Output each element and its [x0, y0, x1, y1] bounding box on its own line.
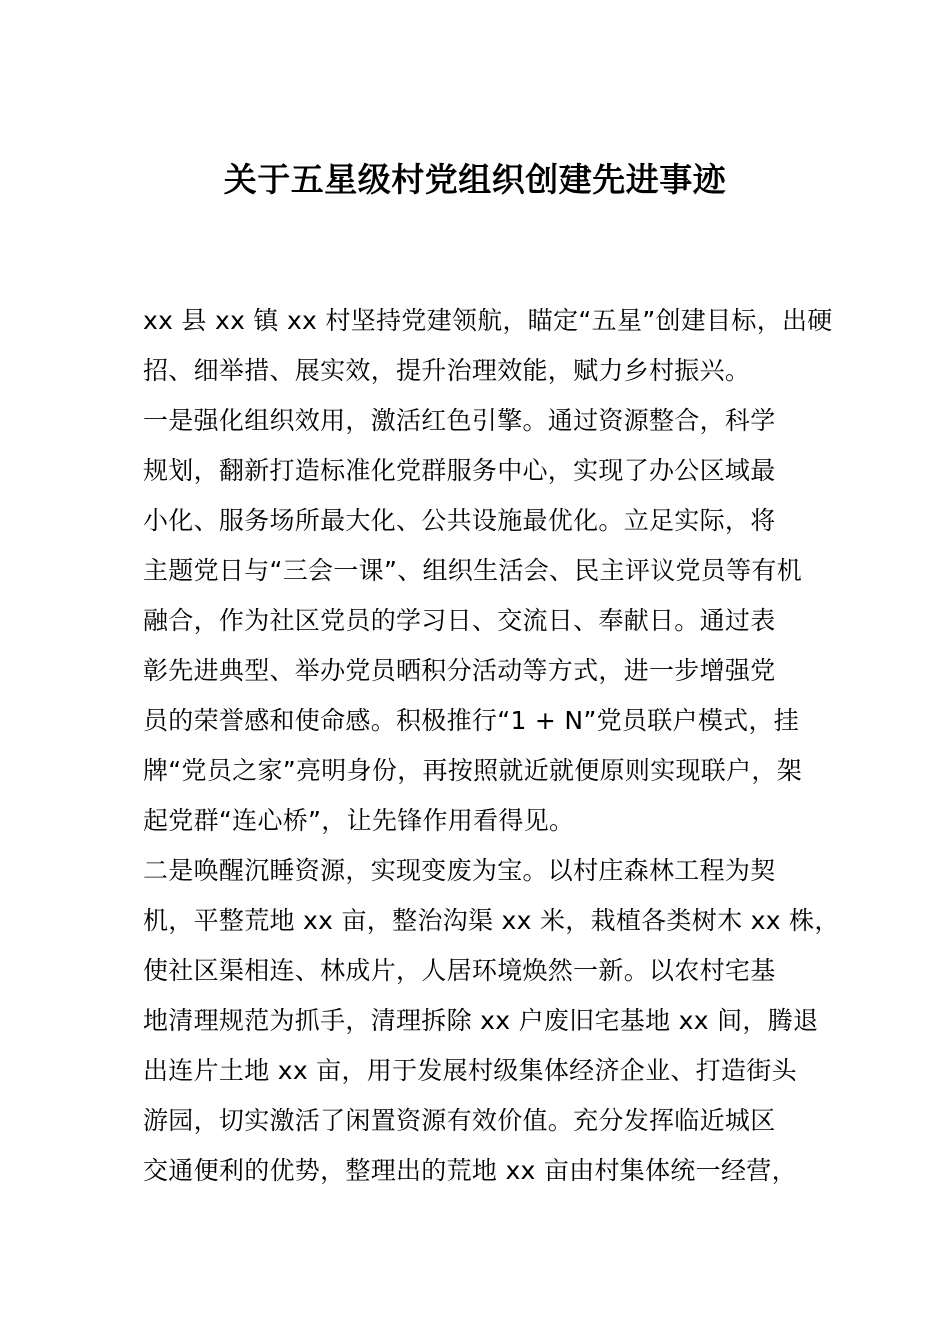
- body-line: 彰先进典型、举办党员晒积分活动等方式，进一步增强党: [143, 656, 776, 685]
- body-line: 员的荣誉感和使命感。积极推行“1 + N”党员联户模式，挂: [143, 706, 800, 735]
- body-line: xx 县 xx 镇 xx 村坚持党建领航，瞄定“五星”创建目标，出硬: [143, 306, 833, 335]
- body-line: 游园，切实激活了闲置资源有效价值。充分发挥临近城区: [143, 1106, 776, 1135]
- body-line: 机，平整荒地 xx 亩，整治沟渠 xx 米，栽植各类树木 xx 株，: [143, 906, 840, 935]
- body-line: 起党群“连心桥”，让先锋作用看得见。: [143, 806, 575, 835]
- body-line: 小化、服务场所最大化、公共设施最优化。立足实际，将: [143, 506, 776, 535]
- body-line: 融合，作为社区党员的学习日、交流日、奉献日。通过表: [143, 606, 776, 635]
- body-line: 牌“党员之家”亮明身份，再按照就近就便原则实现联户，架: [143, 756, 803, 785]
- body-line: 交通便利的优势，整理出的荒地 xx 亩由村集体统一经营，: [143, 1156, 797, 1185]
- body-line: 出连片土地 xx 亩，用于发展村级集体经济企业、打造街头: [143, 1056, 797, 1085]
- body-line: 规划，翻新打造标准化党群服务中心，实现了办公区域最: [143, 456, 776, 485]
- body-line: 二是唤醒沉睡资源，实现变废为宝。以村庄森林工程为契: [143, 856, 776, 885]
- body-line: 一是强化组织效用，激活红色引擎。通过资源整合，科学: [143, 406, 776, 435]
- body-line: 招、细举措、展实效，提升治理效能，赋力乡村振兴。: [143, 356, 751, 385]
- document-title: 关于五星级村党组织创建先进事迹: [223, 160, 727, 199]
- document-body: [143, 296, 840, 1196]
- body-line: 主题党日与“三会一课”、组织生活会、民主评议党员等有机: [143, 556, 803, 585]
- body-line: 地清理规范为抓手，清理拆除 xx 户废旧宅基地 xx 间，腾退: [143, 1006, 819, 1035]
- body-line: 使社区渠相连、林成片，人居环境焕然一新。以农村宅基: [143, 956, 776, 985]
